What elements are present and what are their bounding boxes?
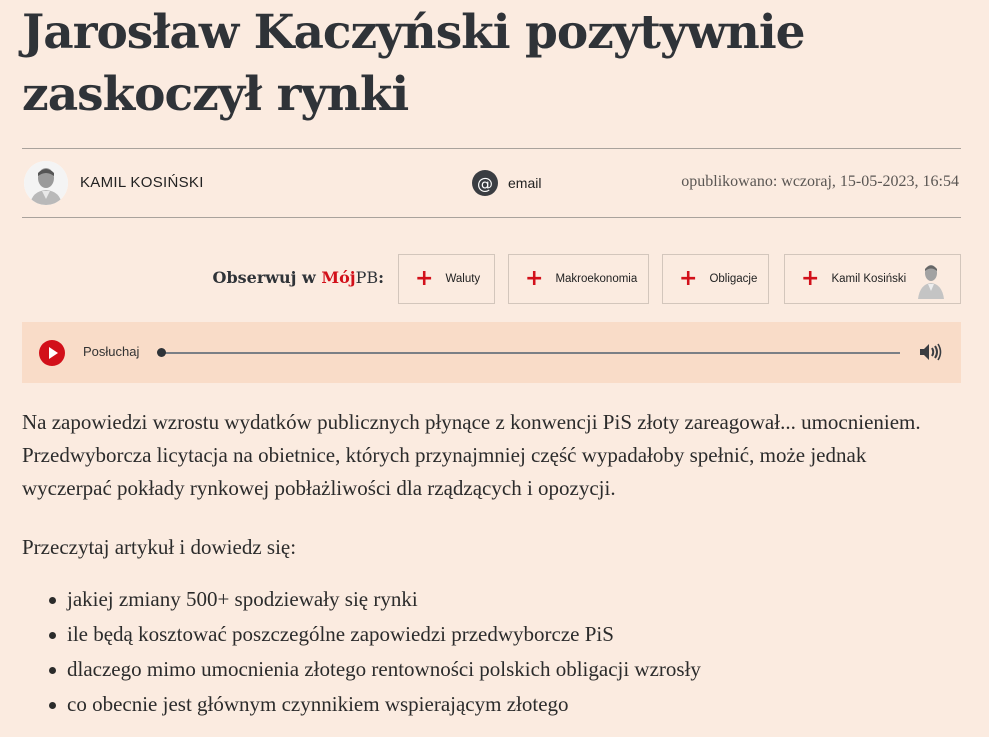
headline-line-1: Jarosław Kaczyński pozytywnie — [22, 5, 805, 60]
list-item: dlaczego mimo umocnienia złotego rentowności polskich obligacji wzrosły — [22, 652, 961, 687]
audio-progress-bar[interactable] — [162, 352, 900, 354]
article-page — [22, 0, 961, 716]
volume-icon[interactable] — [918, 341, 942, 363]
follow-tag-makroekonomia[interactable] — [508, 254, 649, 304]
article-meta-bar — [22, 148, 961, 218]
plus-icon: + — [525, 266, 544, 291]
follow-tag-label: Waluty — [445, 273, 481, 285]
follow-brand-pb: PB — [355, 268, 379, 287]
key-points-list — [22, 582, 961, 722]
at-sign-icon: @ — [472, 170, 498, 196]
article-headline — [22, 2, 961, 126]
author-photo-icon — [24, 161, 68, 205]
read-intro: Przeczytaj artykuł i dowiedz się: — [22, 535, 297, 559]
article-body — [22, 406, 961, 722]
follow-tag-author[interactable] — [784, 254, 961, 304]
follow-tag-label: Obligacje — [709, 273, 758, 285]
published-date: opublikowano: wczoraj, 15-05-2023, 16:54 — [681, 173, 959, 190]
list-item: co obecnie jest głównym czynnikiem wspierającym złotego — [22, 687, 961, 722]
headline-line-2: zaskoczył rynki — [22, 67, 409, 122]
follow-row — [22, 254, 961, 304]
listen-label: Posłuchaj — [83, 344, 140, 359]
plus-icon: + — [679, 266, 698, 291]
follow-tag-waluty[interactable] — [398, 254, 495, 304]
author-avatar[interactable] — [24, 161, 68, 205]
follow-tag-obligacje[interactable] — [662, 254, 769, 304]
article-lead: Na zapowiedzi wzrostu wydatków publicznych płynące z konwencji PiS złoty zareagował... umocnieniem. Przedwyborcza licytacja na obietnice, których przynajmniej część wypadałoby spełnić, może jednak wyczerpać pokłady rynkowej pobłażliwości dla rządzących i opozycji. — [22, 410, 921, 500]
author-thumbnail-icon — [916, 259, 946, 299]
follow-brand-moj: Mój — [321, 268, 356, 287]
follow-label — [213, 268, 384, 287]
play-button[interactable] — [39, 340, 65, 366]
list-item: ile będą kosztować poszczególne zapowiedzi przedwyborcze PiS — [22, 617, 961, 652]
author-name[interactable]: KAMIL KOSIŃSKI — [80, 174, 204, 191]
audio-player — [22, 322, 961, 383]
email-label: email — [508, 175, 542, 191]
follow-label-prefix: Obserwuj w — [212, 268, 322, 287]
follow-tag-label: Kamil Kosiński — [831, 273, 907, 285]
plus-icon: + — [415, 266, 434, 291]
plus-icon: + — [801, 266, 820, 291]
list-item: jakiej zmiany 500+ spodziewały się rynki — [22, 582, 961, 617]
follow-label-suffix: : — [378, 268, 384, 287]
audio-progress-knob[interactable] — [157, 348, 166, 357]
email-link[interactable] — [472, 168, 541, 198]
follow-tag-label: Makroekonomia — [555, 273, 638, 285]
